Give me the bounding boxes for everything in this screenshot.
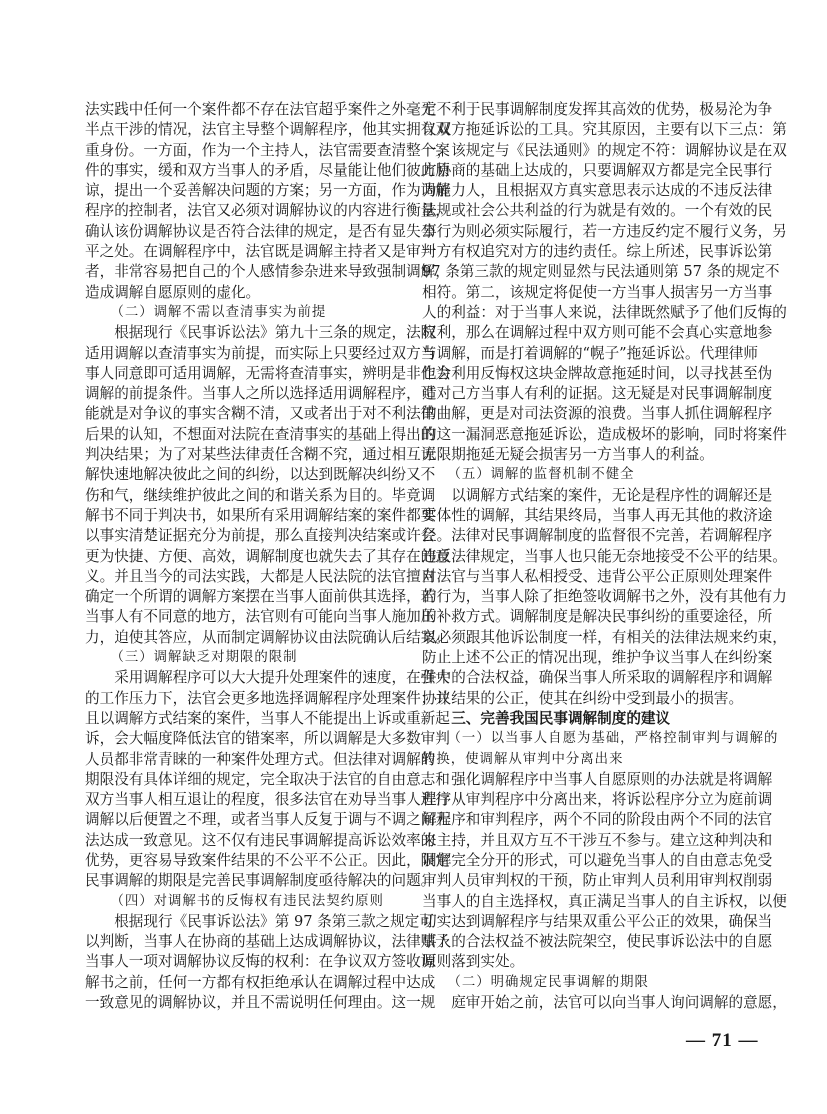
text-line: 三、完善我国民事调解制度的建议	[451, 709, 671, 727]
text-line: 转换，使调解从审判中分离出来	[422, 751, 624, 767]
text-line: 后果的认知，不想面对法院在查清事实的基础上得出的	[85, 425, 436, 443]
text-line: 根据现行《民事诉讼法》第 97 条第三款之规定可	[114, 912, 434, 930]
text-line: 庭审开始之前，法官可以向当事人询问调解的意愿，	[451, 994, 787, 1012]
text-line: 当事人一项对调解协议反悔的权利：在争议双方签收调	[85, 953, 436, 971]
subsection-heading	[422, 465, 748, 485]
paragraph	[422, 486, 787, 709]
text-line: 采用调解程序可以大大提升处理案件的速度，在强大	[114, 669, 450, 687]
text-line: 根据现行《民事诉讼法》第九十三条的规定，法院	[114, 324, 436, 342]
text-line: 半点干涉的情况，法官主导整个调解程序，他其实拥有双	[85, 121, 450, 139]
paragraph	[85, 668, 450, 891]
text-line: 期限没有具体详细的规定，完全取决于法官的自由意志和	[85, 770, 450, 788]
text-line: 一，该规定与《民法通则》的规定不符：调解协议是在双	[422, 141, 787, 159]
text-line: 的这一漏洞恶意拖延诉讼，造成极坏的影响，同时将案件	[422, 425, 787, 443]
subsection-heading	[85, 648, 408, 668]
text-line: （三）调解缺乏对期限的限制	[110, 650, 298, 666]
text-line: 法实践中任何一个案件都不存在法官超乎案件之外毫无	[85, 101, 436, 118]
text-line: 审判人员审判权的干预，防止审判人员利用审判权削弱	[422, 872, 773, 890]
text-line: 判决结果；为了对某些法律责任含糊不究，通过相互谅	[85, 446, 436, 464]
left-column	[85, 100, 450, 1013]
text-line: 力，迫使其答应，从而制定调解协议由法院确认后结案。	[85, 628, 450, 646]
text-line: 事人的合法权益不被法院架空，使民事诉讼法中的自愿	[422, 933, 773, 951]
text-line: 者，非常容易把自己的个人感情参杂进来导致强制调解，	[85, 263, 450, 281]
section-heading	[422, 709, 748, 729]
text-line: 也会利用反悔权这块金牌故意拖延时间，以寻找甚至伪	[422, 364, 773, 382]
paragraph	[422, 770, 787, 973]
text-line: 优势，更容易导致案件结果的不公平不公正。因此，限定	[85, 851, 450, 869]
text-line: 原则落到实处。	[422, 953, 525, 971]
text-line: 调解完全分开的形式，可以避免当事人的自由意志免受	[422, 851, 773, 869]
text-line: 诉，会大幅度降低法官的错案率，所以调解是大多数审判	[85, 730, 450, 748]
text-line: 件中的合法权益，确保当事人所采取的调解程序和调解	[422, 669, 773, 687]
text-line: 的曲解，更是对司法资源的浪费。当事人抓住调解程序	[422, 405, 773, 423]
text-line: 人员都非常青睐的一种案件处理方式。但法律对调解的	[85, 750, 436, 768]
text-line: 解书之前，任何一方都有权拒绝承认在调解过程中达成	[85, 973, 436, 991]
text-line: 件的事实，缓和双方当事人的矛盾，尽量能让他们彼此原	[85, 161, 450, 179]
text-line: 调解以后便置之不理，或者当事人反复于调与不调之间无	[85, 811, 450, 829]
paragraph	[85, 912, 450, 1013]
text-line: 97 条第三款的规定则显然与民法通则第 57 条的规定不	[422, 263, 780, 281]
text-line: 平之处。在调解程序中，法官既是调解主持者又是审判	[85, 243, 436, 261]
paragraph	[85, 100, 450, 303]
text-line: 且以调解方式结案的案件，当事人不能提出上诉或重新起	[85, 709, 450, 727]
text-line: 法规或社会公共利益的行为就是有效的。一个有效的民	[422, 202, 773, 220]
text-line: 解书不同于判决书，如果所有采用调解结案的案件都要	[85, 506, 436, 524]
subsection-heading	[422, 729, 779, 770]
text-line: 适用调解以查清事实为前提，而实际上只要经过双方当	[85, 344, 436, 362]
text-line: 对法官与当事人私相授受、违背公平公正原则处理案件	[422, 567, 773, 585]
text-line: 当事人有不同意的地方，法官则有可能向当事人施加压	[85, 608, 436, 626]
text-line: 实体性的调解，其结果终局，当事人再无其他的救济途	[422, 506, 773, 524]
text-line: 权利，那么在调解过程中双方则可能不会真心实意地参	[422, 324, 773, 342]
text-line: 调解的前提条件。当事人之所以选择适用调解程序，可	[85, 385, 436, 403]
text-line: 防止上述不公正的情况出现，维护争议当事人在纠纷案	[422, 649, 773, 667]
text-line: 的工作压力下，法官会更多地选择调解程序处理案件；并	[85, 689, 450, 707]
text-line: 以调解方式结案的案件，无论是程序性的调解还是	[451, 486, 773, 504]
text-line: 协议结果的公正，使其在纠纷中受到最小的损害。	[422, 689, 744, 707]
text-line: （二）调解不需以查清事实为前提	[110, 304, 327, 320]
text-line: 议双方拖延诉讼的工具。究其原因，主要有以下三点：第	[422, 121, 787, 139]
text-line: 的补救方式。调解制度是解决民事纠纷的重要途径，所	[422, 608, 773, 626]
text-line: 解程序和审判程序，两个不同的阶段由两个不同的法官	[422, 811, 773, 829]
text-line: 能就是对争议的事实含糊不清，又或者出于对不利法律	[85, 405, 436, 423]
paragraph	[422, 993, 787, 1013]
text-line: 定不利于民事调解制度发挥其高效的优势，极易沦为争	[422, 101, 773, 118]
text-line: 事行为则必须实际履行，若一方违反约定不履行义务，另	[422, 222, 787, 240]
text-line: （二）明确规定民事调解的期限	[447, 974, 649, 990]
text-line: 方协商的基础上达成的，只要调解双方都是完全民事行	[422, 161, 773, 179]
text-line: 造对己方当事人有利的证据。这无疑是对民事调解制度	[422, 385, 773, 403]
text-line: 解快速地解决彼此之间的纠纷，以达到既解决纠纷又不	[85, 466, 436, 484]
text-line: 以事实清楚证据充分为前提，那么直接判决结案或许会	[85, 527, 436, 545]
text-line: 人的利益：对于当事人来说，法律既然赋予了他们反悔的	[422, 303, 787, 321]
text-line: 双方当事人相互退让的程度，很多法官在劝导当事人进行	[85, 791, 450, 809]
text-line: 以判断，当事人在协商的基础上达成调解协议，法律赋予	[85, 933, 450, 951]
text-line: （四）对调解书的反悔权有违民法契约原则	[110, 893, 384, 909]
text-line: 为能力人，且根据双方真实意思表示达成的不违反法律	[422, 182, 773, 200]
text-line: 切实达到调解程序与结果双重公平公正的效果，确保当	[422, 912, 773, 930]
text-line: 一致意见的调解协议，并且不需说明任何理由。这一规	[85, 994, 436, 1012]
subsection-heading	[85, 892, 408, 912]
text-line: 义。并且当今的司法实践，大都是人民法院的法官擅自	[85, 567, 436, 585]
text-line: 一方有权追究对方的违约责任。综上所述，民事诉讼第	[422, 243, 773, 261]
text-line: 程序从审判程序中分离出来，将诉讼程序分立为庭前调	[422, 791, 773, 809]
text-line: （一）以当事人自愿为基础，严格控制审判与调解的	[447, 731, 779, 747]
text-line: 民事调解的期限是完善民事调解制度亟待解决的问题。	[85, 872, 436, 890]
text-line: 与调解，而是打着调解的“幌子”拖延诉讼。代理律师	[422, 344, 758, 362]
text-line: 违反法律规定，当事人也只能无奈地接受不公平的结果。	[422, 547, 787, 565]
text-line: 以必须跟其他诉讼制度一样，有相关的法律法规来约束，	[422, 628, 787, 646]
text-line: 造成调解自愿原则的虚化。	[85, 283, 261, 301]
text-line: 确定一个所谓的调解方案摆在当事人面前供其选择，若	[85, 588, 436, 606]
text-line: （五）调解的监督机制不健全	[447, 467, 635, 483]
text-line: 伤和气，继续维护彼此之间的和谐关系为目的。毕竟调	[85, 486, 436, 504]
text-line: 强化调解程序中当事人自愿原则的办法就是将调解	[451, 770, 773, 788]
right-column	[422, 100, 787, 1013]
text-line: 法达成一致意见。这不仅有违民事调解提高诉讼效率的	[85, 831, 436, 849]
text-line: 相符。第二，该规定将促使一方当事人损害另一方当事	[422, 283, 773, 301]
text-line: 确认该份调解协议是否符合法律的规定，是否有显失公	[85, 222, 436, 240]
text-line: 谅，提出一个妥善解决问题的方案；另一方面，作为调解	[85, 182, 450, 200]
paragraph	[422, 100, 787, 465]
text-line: 来主持，并且双方互不干涉互不参与。建立这种判决和	[422, 831, 773, 849]
text-line: 事人同意即可适用调解，无需将查清事实，辨明是非作为	[85, 364, 450, 382]
paragraph	[85, 323, 450, 648]
text-line: 径。法律对民事调解制度的监督很不完善，若调解程序	[422, 527, 773, 545]
text-line: 的行为，当事人除了拒绝签收调解书之外，没有其他有力	[422, 588, 787, 606]
text-line: 无限期拖延无疑会损害另一方当事人的利益。	[422, 446, 714, 464]
subsection-heading	[422, 973, 748, 993]
text-line: 更为快捷、方便、高效，调解制度也就失去了其存在的意	[85, 547, 450, 565]
text-line: 重身份。一方面，作为一个主持人，法官需要查清整个案	[85, 141, 450, 159]
page-number: — 71 —	[686, 1030, 759, 1051]
text-line: 程序的控制者，法官又必须对调解协议的内容进行衡量，	[85, 202, 450, 220]
text-line: 当事人的自主选择权，真正满足当事人的自主诉权，以便	[422, 892, 787, 910]
subsection-heading	[85, 303, 408, 323]
